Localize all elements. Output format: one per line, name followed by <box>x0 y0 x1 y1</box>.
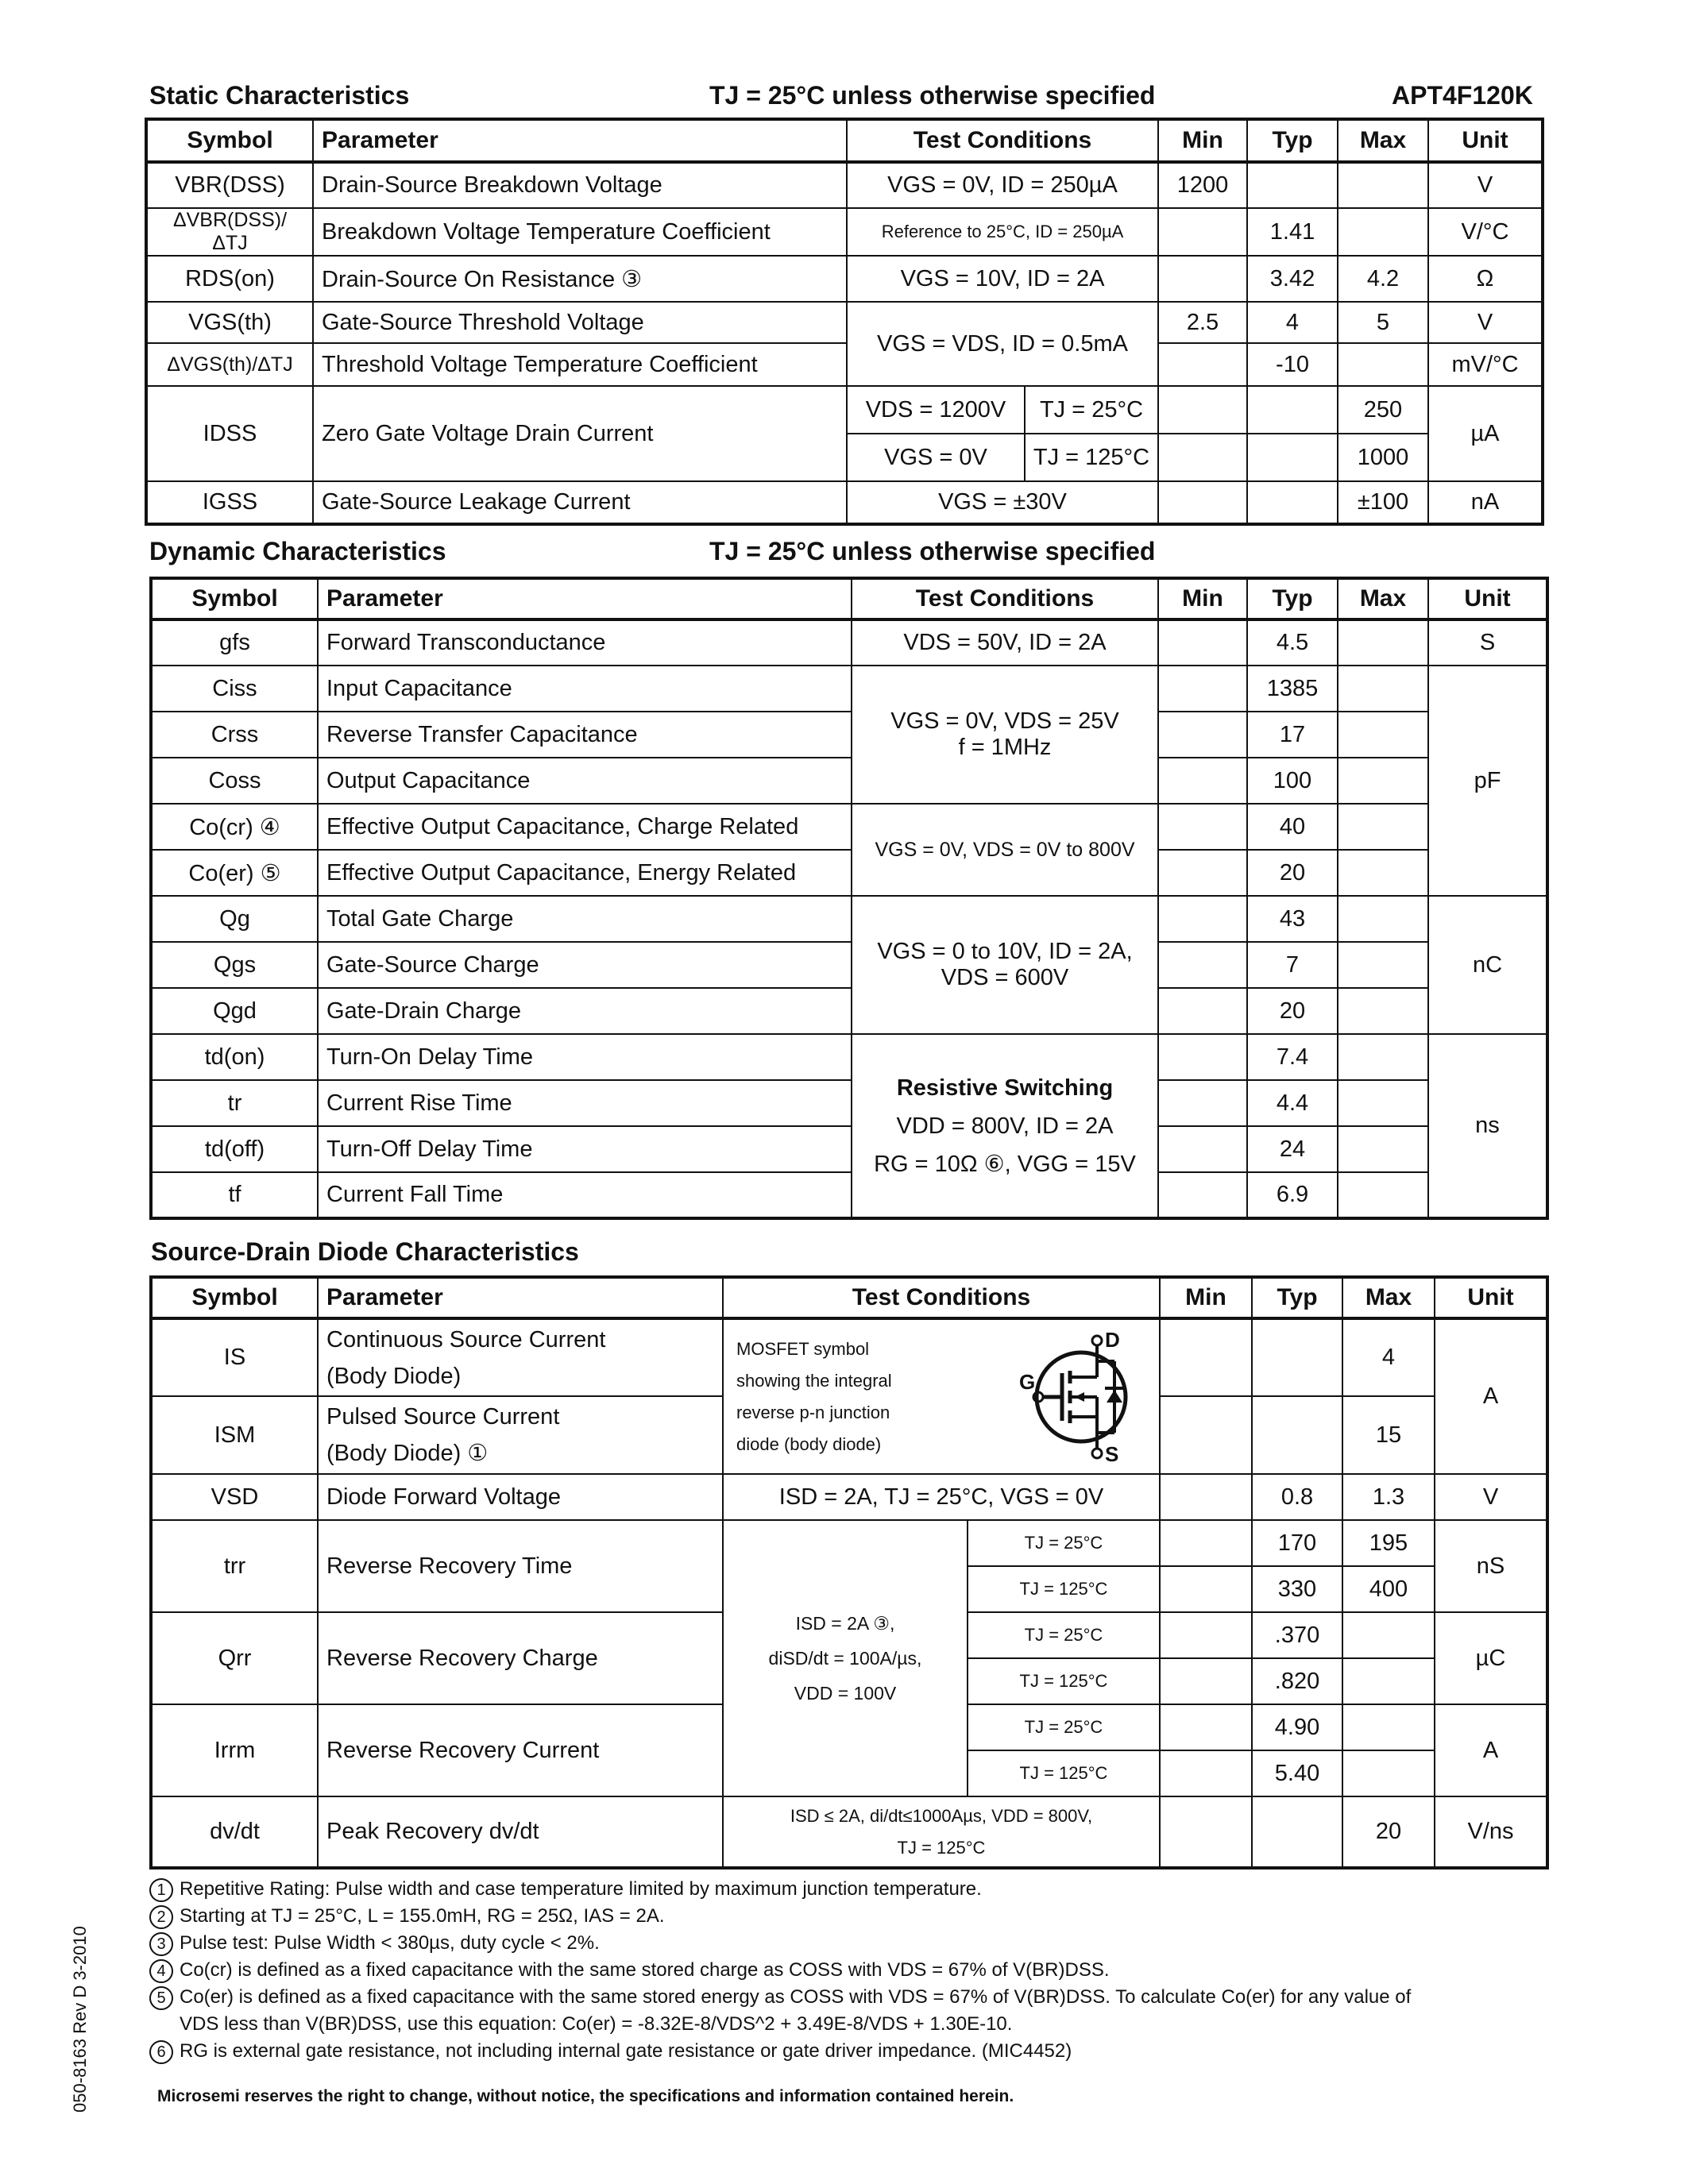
parameter: Current Rise Time <box>318 1080 852 1126</box>
max <box>1338 666 1428 712</box>
parameter: Total Gate Charge <box>318 896 852 942</box>
typ <box>1247 162 1338 208</box>
footnote-number: 5 <box>149 1986 173 2010</box>
max <box>1342 1658 1435 1704</box>
min <box>1160 1566 1252 1612</box>
typ <box>1247 434 1338 481</box>
test-condition: VGS = 0V, ID = 250µA <box>847 162 1158 208</box>
part-number: APT4F120K <box>1392 81 1533 110</box>
parameter-line: (Body Diode) <box>326 1363 462 1389</box>
charge-condition-line: VGS = 0 to 10V, ID = 2A, <box>877 939 1133 964</box>
max: 1000 <box>1338 434 1428 481</box>
unit: nC <box>1428 896 1547 1034</box>
footnote <box>149 1984 1411 2011</box>
header-test-conditions: Test Conditions <box>723 1277 1160 1318</box>
symbol: ΔVBR(DSS)/ΔTJ <box>146 208 313 256</box>
symbol: VSD <box>151 1474 318 1520</box>
footnote-text: VDS less than V(BR)DSS, use this equation: Co(er) = -8.32E-8/VDS^2 + 3.49E-8/VDS + 1.30E-10. <box>180 2013 1013 2035</box>
unit: V <box>1428 302 1543 343</box>
static-table <box>145 118 1544 526</box>
symbol: Qg <box>151 896 318 942</box>
parameter: Reverse Recovery Time <box>318 1520 723 1612</box>
footnote-text: Co(er) is defined as a fixed capacitance with the same stored energy as COSS with VDS = 67% of V(BR)DSS. To calculate Co(er) for any value of <box>180 1986 1412 2008</box>
unit: nS <box>1435 1520 1547 1612</box>
parameter: Threshold Voltage Temperature Coefficient <box>313 343 847 386</box>
typ: 4.4 <box>1247 1080 1338 1126</box>
typ <box>1252 1796 1342 1868</box>
header-min: Min <box>1160 1277 1252 1318</box>
max <box>1338 712 1428 758</box>
parameter: Peak Recovery dv/dt <box>318 1796 723 1868</box>
diode-header-row <box>151 1277 1547 1318</box>
unit: V/°C <box>1428 208 1543 256</box>
table-row <box>151 1080 1547 1126</box>
max <box>1338 896 1428 942</box>
parameter: Reverse Transfer Capacitance <box>318 712 852 758</box>
min <box>1158 1080 1247 1126</box>
symbol: Irrm <box>151 1704 318 1796</box>
min <box>1158 386 1247 434</box>
max <box>1338 1080 1428 1126</box>
min <box>1158 1126 1247 1172</box>
table-row <box>146 481 1543 524</box>
symbol: gfs <box>151 619 318 666</box>
footnote-text: Repetitive Rating: Pulse width and case temperature limited by maximum junction temperature. <box>180 1878 982 1900</box>
min <box>1160 1396 1252 1474</box>
footnote <box>149 1957 1110 1984</box>
symbol: Qgs <box>151 942 318 988</box>
typ <box>1247 481 1338 524</box>
table-row <box>146 162 1543 208</box>
table-row <box>151 758 1547 804</box>
header-unit: Unit <box>1435 1277 1547 1318</box>
footnote <box>149 1903 665 1930</box>
parameter: Forward Transconductance <box>318 619 852 666</box>
parameter: Drain-Source On Resistance ③ <box>313 256 847 302</box>
tj-condition: TJ = 25°C <box>968 1612 1160 1658</box>
max: 195 <box>1342 1520 1435 1566</box>
footnote-number: 4 <box>149 1959 173 1983</box>
dynamic-title: Dynamic Characteristics <box>149 537 446 565</box>
max <box>1338 988 1428 1034</box>
min <box>1158 1172 1247 1218</box>
table-row <box>151 1796 1547 1868</box>
footnote-text: Starting at TJ = 25°C, L = 155.0mH, RG = 25Ω, IAS = 2A. <box>180 1905 665 1927</box>
symbol: tf <box>151 1172 318 1218</box>
max: 15 <box>1342 1396 1435 1474</box>
symbol: ΔVGS(th)/ΔTJ <box>146 343 313 386</box>
unit: nA <box>1428 481 1543 524</box>
symbol: Co(er) ⑤ <box>151 850 318 896</box>
table-row <box>151 1318 1547 1396</box>
unit: S <box>1428 619 1547 666</box>
recovery-condition-line: diSD/dt = 100A/µs, <box>768 1648 922 1669</box>
max: 250 <box>1338 386 1428 434</box>
max <box>1338 162 1428 208</box>
table-row <box>146 343 1543 386</box>
tj-condition: TJ = 25°C <box>968 1704 1160 1750</box>
max: 5 <box>1338 302 1428 343</box>
symbol: IGSS <box>146 481 313 524</box>
parameter: Gate-Drain Charge <box>318 988 852 1034</box>
test-condition <box>852 1034 1158 1218</box>
typ: 43 <box>1247 896 1338 942</box>
table-row <box>151 1474 1547 1520</box>
min <box>1158 1034 1247 1080</box>
tj-condition: TJ = 125°C <box>1033 444 1150 470</box>
typ: 20 <box>1247 850 1338 896</box>
recovery-condition-line: VDD = 100V <box>794 1683 897 1704</box>
test-condition: VDS = 50V, ID = 2A <box>852 619 1158 666</box>
test-condition <box>847 434 1158 481</box>
test-condition: VGS = VDS, ID = 0.5mA <box>847 302 1158 386</box>
typ: 5.40 <box>1252 1750 1342 1796</box>
typ: 330 <box>1252 1566 1342 1612</box>
max <box>1338 804 1428 850</box>
mosfet-schematic-icon <box>1019 1329 1146 1464</box>
typ: 7.4 <box>1247 1034 1338 1080</box>
header-max: Max <box>1342 1277 1435 1318</box>
symbol: Qrr <box>151 1612 318 1704</box>
header-symbol: Symbol <box>151 1277 318 1318</box>
switching-condition-line: VDD = 800V, ID = 2A <box>896 1113 1114 1139</box>
symbol: Qgd <box>151 988 318 1034</box>
table-row <box>151 1126 1547 1172</box>
test-condition <box>852 896 1158 1034</box>
tj-condition: TJ = 125°C <box>968 1750 1160 1796</box>
min <box>1158 343 1247 386</box>
min <box>1160 1796 1252 1868</box>
typ <box>1252 1318 1342 1396</box>
disclaimer: Microsemi reserves the right to change, without notice, the specifications and information contained herein. <box>157 2087 1014 2105</box>
recovery-condition <box>723 1520 968 1796</box>
typ: 4.90 <box>1252 1704 1342 1750</box>
mosfet-text-line: reverse p-n junction <box>736 1402 890 1422</box>
footnote-number: 3 <box>149 1932 173 1956</box>
dvdt-condition-line: TJ = 125°C <box>897 1837 986 1858</box>
table-row <box>151 1520 1547 1566</box>
typ: 6.9 <box>1247 1172 1338 1218</box>
max: ±100 <box>1338 481 1428 524</box>
typ: 3.42 <box>1247 256 1338 302</box>
typ: 1385 <box>1247 666 1338 712</box>
parameter: Gate-Source Leakage Current <box>313 481 847 524</box>
footnote-continuation <box>180 2011 1012 2038</box>
symbol: tr <box>151 1080 318 1126</box>
cap-condition-line: VGS = 0V, VDS = 25V <box>890 708 1119 734</box>
table-row <box>146 302 1543 343</box>
footnote <box>149 1930 600 1957</box>
typ: 7 <box>1247 942 1338 988</box>
min <box>1160 1658 1252 1704</box>
table-row <box>151 619 1547 666</box>
max: 4 <box>1342 1318 1435 1396</box>
parameter: Input Capacitance <box>318 666 852 712</box>
min <box>1158 896 1247 942</box>
tj-condition: TJ = 25°C <box>968 1520 1160 1566</box>
recovery-condition-line: ISD = 2A ③, <box>795 1613 895 1634</box>
max <box>1338 343 1428 386</box>
test-condition <box>852 666 1158 804</box>
test-condition: VGS = ±30V <box>847 481 1158 524</box>
parameter: Gate-Source Threshold Voltage <box>313 302 847 343</box>
header-unit: Unit <box>1428 578 1547 619</box>
min <box>1158 481 1247 524</box>
parameter: Turn-On Delay Time <box>318 1034 852 1080</box>
header-min: Min <box>1158 578 1247 619</box>
typ: 24 <box>1247 1126 1338 1172</box>
typ: 20 <box>1247 988 1338 1034</box>
tj-condition: TJ = 125°C <box>968 1566 1160 1612</box>
parameter: Output Capacitance <box>318 758 852 804</box>
unit: A <box>1435 1704 1547 1796</box>
typ: 4 <box>1247 302 1338 343</box>
footnote-text: Co(cr) is defined as a fixed capacitance with the same stored charge as COSS with VDS = 67% of V(BR)DSS. <box>180 1959 1110 1981</box>
unit: A <box>1435 1318 1547 1474</box>
parameter: Turn-Off Delay Time <box>318 1126 852 1172</box>
parameter: Effective Output Capacitance, Charge Related <box>318 804 852 850</box>
symbol: IS <box>151 1318 318 1396</box>
header-test-conditions: Test Conditions <box>847 119 1158 162</box>
typ: 0.8 <box>1252 1474 1342 1520</box>
header-parameter: Parameter <box>318 578 852 619</box>
header-max: Max <box>1338 119 1428 162</box>
switching-title: Resistive Switching <box>896 1075 1114 1101</box>
min <box>1158 758 1247 804</box>
max <box>1338 1034 1428 1080</box>
header-min: Min <box>1158 119 1247 162</box>
diode-title: Source-Drain Diode Characteristics <box>151 1237 579 1266</box>
static-header-row <box>146 119 1543 162</box>
parameter: Zero Gate Voltage Drain Current <box>313 386 847 481</box>
min <box>1158 942 1247 988</box>
table-row <box>146 208 1543 256</box>
max <box>1342 1704 1435 1750</box>
drain-label: D <box>1105 1329 1120 1352</box>
parameter: Reverse Recovery Current <box>318 1704 723 1796</box>
test-condition <box>847 386 1158 434</box>
parameter-line: (Body Diode) ① <box>326 1441 489 1466</box>
parameter: Breakdown Voltage Temperature Coefficient <box>313 208 847 256</box>
vgs-condition: VGS = 0V <box>848 434 1026 480</box>
max <box>1338 758 1428 804</box>
table-row <box>146 386 1543 434</box>
footnote-number: 2 <box>149 1905 173 1929</box>
typ <box>1247 386 1338 434</box>
max: 20 <box>1342 1796 1435 1868</box>
typ: 17 <box>1247 712 1338 758</box>
table-row <box>151 896 1547 942</box>
typ: .820 <box>1252 1658 1342 1704</box>
header-typ: Typ <box>1247 119 1338 162</box>
symbol: ISM <box>151 1396 318 1474</box>
min <box>1160 1520 1252 1566</box>
max <box>1338 1172 1428 1218</box>
test-condition: Reference to 25°C, ID = 250µA <box>847 208 1158 256</box>
tj-condition: TJ = 25°C <box>1039 396 1144 423</box>
parameter-line: Pulsed Source Current <box>326 1404 560 1430</box>
min <box>1160 1750 1252 1796</box>
footnote <box>149 2038 1072 2065</box>
typ: 1.41 <box>1247 208 1338 256</box>
footnote-number: 6 <box>149 2040 173 2064</box>
max <box>1338 619 1428 666</box>
test-condition: VGS = 0V, VDS = 0V to 800V <box>852 804 1158 896</box>
table-row <box>151 712 1547 758</box>
parameter: Reverse Recovery Charge <box>318 1612 723 1704</box>
max <box>1338 208 1428 256</box>
parameter: Drain-Source Breakdown Voltage <box>313 162 847 208</box>
max <box>1338 1126 1428 1172</box>
typ: 4.5 <box>1247 619 1338 666</box>
test-condition: ISD = 2A, TJ = 25°C, VGS = 0V <box>723 1474 1160 1520</box>
test-condition <box>723 1796 1160 1868</box>
header-typ: Typ <box>1247 578 1338 619</box>
min <box>1158 988 1247 1034</box>
min <box>1158 666 1247 712</box>
document-code: 050-8163 Rev D 3-2010 <box>70 1926 90 2113</box>
min <box>1158 619 1247 666</box>
parameter-line: Continuous Source Current <box>326 1326 606 1352</box>
mosfet-symbol-block <box>732 1329 1151 1464</box>
dynamic-condition: TJ = 25°C unless otherwise specified <box>709 537 1156 565</box>
parameter: Diode Forward Voltage <box>318 1474 723 1520</box>
min <box>1160 1612 1252 1658</box>
footnote-text: Pulse test: Pulse Width < 380µs, duty cycle < 2%. <box>180 1932 600 1954</box>
header-symbol: Symbol <box>146 119 313 162</box>
unit: V/ns <box>1435 1796 1547 1868</box>
typ: -10 <box>1247 343 1338 386</box>
table-row <box>151 804 1547 850</box>
unit: µC <box>1435 1612 1547 1704</box>
max <box>1338 850 1428 896</box>
footnote <box>149 1876 982 1903</box>
typ: 170 <box>1252 1520 1342 1566</box>
min <box>1158 850 1247 896</box>
symbol: Co(cr) ④ <box>151 804 318 850</box>
footnote-text: RG is external gate resistance, not including internal gate resistance or gate driver impedance. (MIC4452) <box>180 2040 1072 2062</box>
unit: ns <box>1428 1034 1547 1218</box>
symbol: VGS(th) <box>146 302 313 343</box>
mosfet-symbol-cell <box>723 1318 1160 1474</box>
parameter: Effective Output Capacitance, Energy Related <box>318 850 852 896</box>
table-row <box>151 1034 1547 1080</box>
table-row <box>151 666 1547 712</box>
footnote-number: 1 <box>149 1878 173 1902</box>
min <box>1160 1474 1252 1520</box>
max: 400 <box>1342 1566 1435 1612</box>
header-symbol: Symbol <box>151 578 318 619</box>
max: 1.3 <box>1342 1474 1435 1520</box>
typ <box>1252 1396 1342 1474</box>
symbol: dv/dt <box>151 1796 318 1868</box>
max <box>1338 942 1428 988</box>
parameter: Current Fall Time <box>318 1172 852 1218</box>
min <box>1160 1704 1252 1750</box>
header-typ: Typ <box>1252 1277 1342 1318</box>
static-condition: TJ = 25°C unless otherwise specified <box>709 81 1156 110</box>
mosfet-text-line: diode (body diode) <box>736 1433 882 1454</box>
min <box>1158 434 1247 481</box>
unit: µA <box>1428 386 1543 481</box>
tj-condition: TJ = 125°C <box>968 1658 1160 1704</box>
symbol: Crss <box>151 712 318 758</box>
dynamic-header-row <box>151 578 1547 619</box>
typ: 40 <box>1247 804 1338 850</box>
max <box>1342 1612 1435 1658</box>
unit: mV/°C <box>1428 343 1543 386</box>
header-parameter: Parameter <box>318 1277 723 1318</box>
symbol: IDSS <box>146 386 313 481</box>
parameter: Gate-Source Charge <box>318 942 852 988</box>
parameter <box>318 1396 723 1474</box>
table-row <box>151 850 1547 896</box>
min <box>1158 804 1247 850</box>
static-title: Static Characteristics <box>149 81 410 110</box>
parameter <box>318 1318 723 1396</box>
min: 2.5 <box>1158 302 1247 343</box>
vds-condition: VDS = 1200V <box>848 387 1026 433</box>
header-parameter: Parameter <box>313 119 847 162</box>
min <box>1160 1318 1252 1396</box>
symbol: trr <box>151 1520 318 1612</box>
gate-label: G <box>1019 1369 1036 1394</box>
unit: V <box>1435 1474 1547 1520</box>
max <box>1342 1750 1435 1796</box>
unit: Ω <box>1428 256 1543 302</box>
symbol: Ciss <box>151 666 318 712</box>
symbol: td(off) <box>151 1126 318 1172</box>
unit: V <box>1428 162 1543 208</box>
symbol: RDS(on) <box>146 256 313 302</box>
charge-condition-line: VDS = 600V <box>941 965 1069 990</box>
cap-condition-line: f = 1MHz <box>958 735 1052 760</box>
mosfet-description <box>736 1333 892 1461</box>
dvdt-condition-line: ISD ≤ 2A, di/dt≤1000Aµs, VDD = 800V, <box>790 1805 1093 1826</box>
min: 1200 <box>1158 162 1247 208</box>
header-max: Max <box>1338 578 1428 619</box>
table-row <box>151 942 1547 988</box>
header-test-conditions: Test Conditions <box>852 578 1158 619</box>
diode-table <box>149 1275 1549 1870</box>
header-unit: Unit <box>1428 119 1543 162</box>
source-label: S <box>1105 1441 1119 1464</box>
mosfet-text-line: MOSFET symbol <box>736 1338 870 1359</box>
mosfet-text-line: showing the integral <box>736 1370 892 1391</box>
test-condition: VGS = 10V, ID = 2A <box>847 256 1158 302</box>
symbol: Coss <box>151 758 318 804</box>
min <box>1158 712 1247 758</box>
symbol: VBR(DSS) <box>146 162 313 208</box>
table-row <box>151 988 1547 1034</box>
typ: 100 <box>1247 758 1338 804</box>
symbol: td(on) <box>151 1034 318 1080</box>
typ: .370 <box>1252 1612 1342 1658</box>
min <box>1158 256 1247 302</box>
switching-condition-line: RG = 10Ω ⑥, VGG = 15V <box>874 1151 1136 1177</box>
unit: pF <box>1428 666 1547 896</box>
min <box>1158 208 1247 256</box>
table-row <box>146 256 1543 302</box>
dynamic-table <box>149 577 1549 1220</box>
max: 4.2 <box>1338 256 1428 302</box>
table-row <box>151 1172 1547 1218</box>
